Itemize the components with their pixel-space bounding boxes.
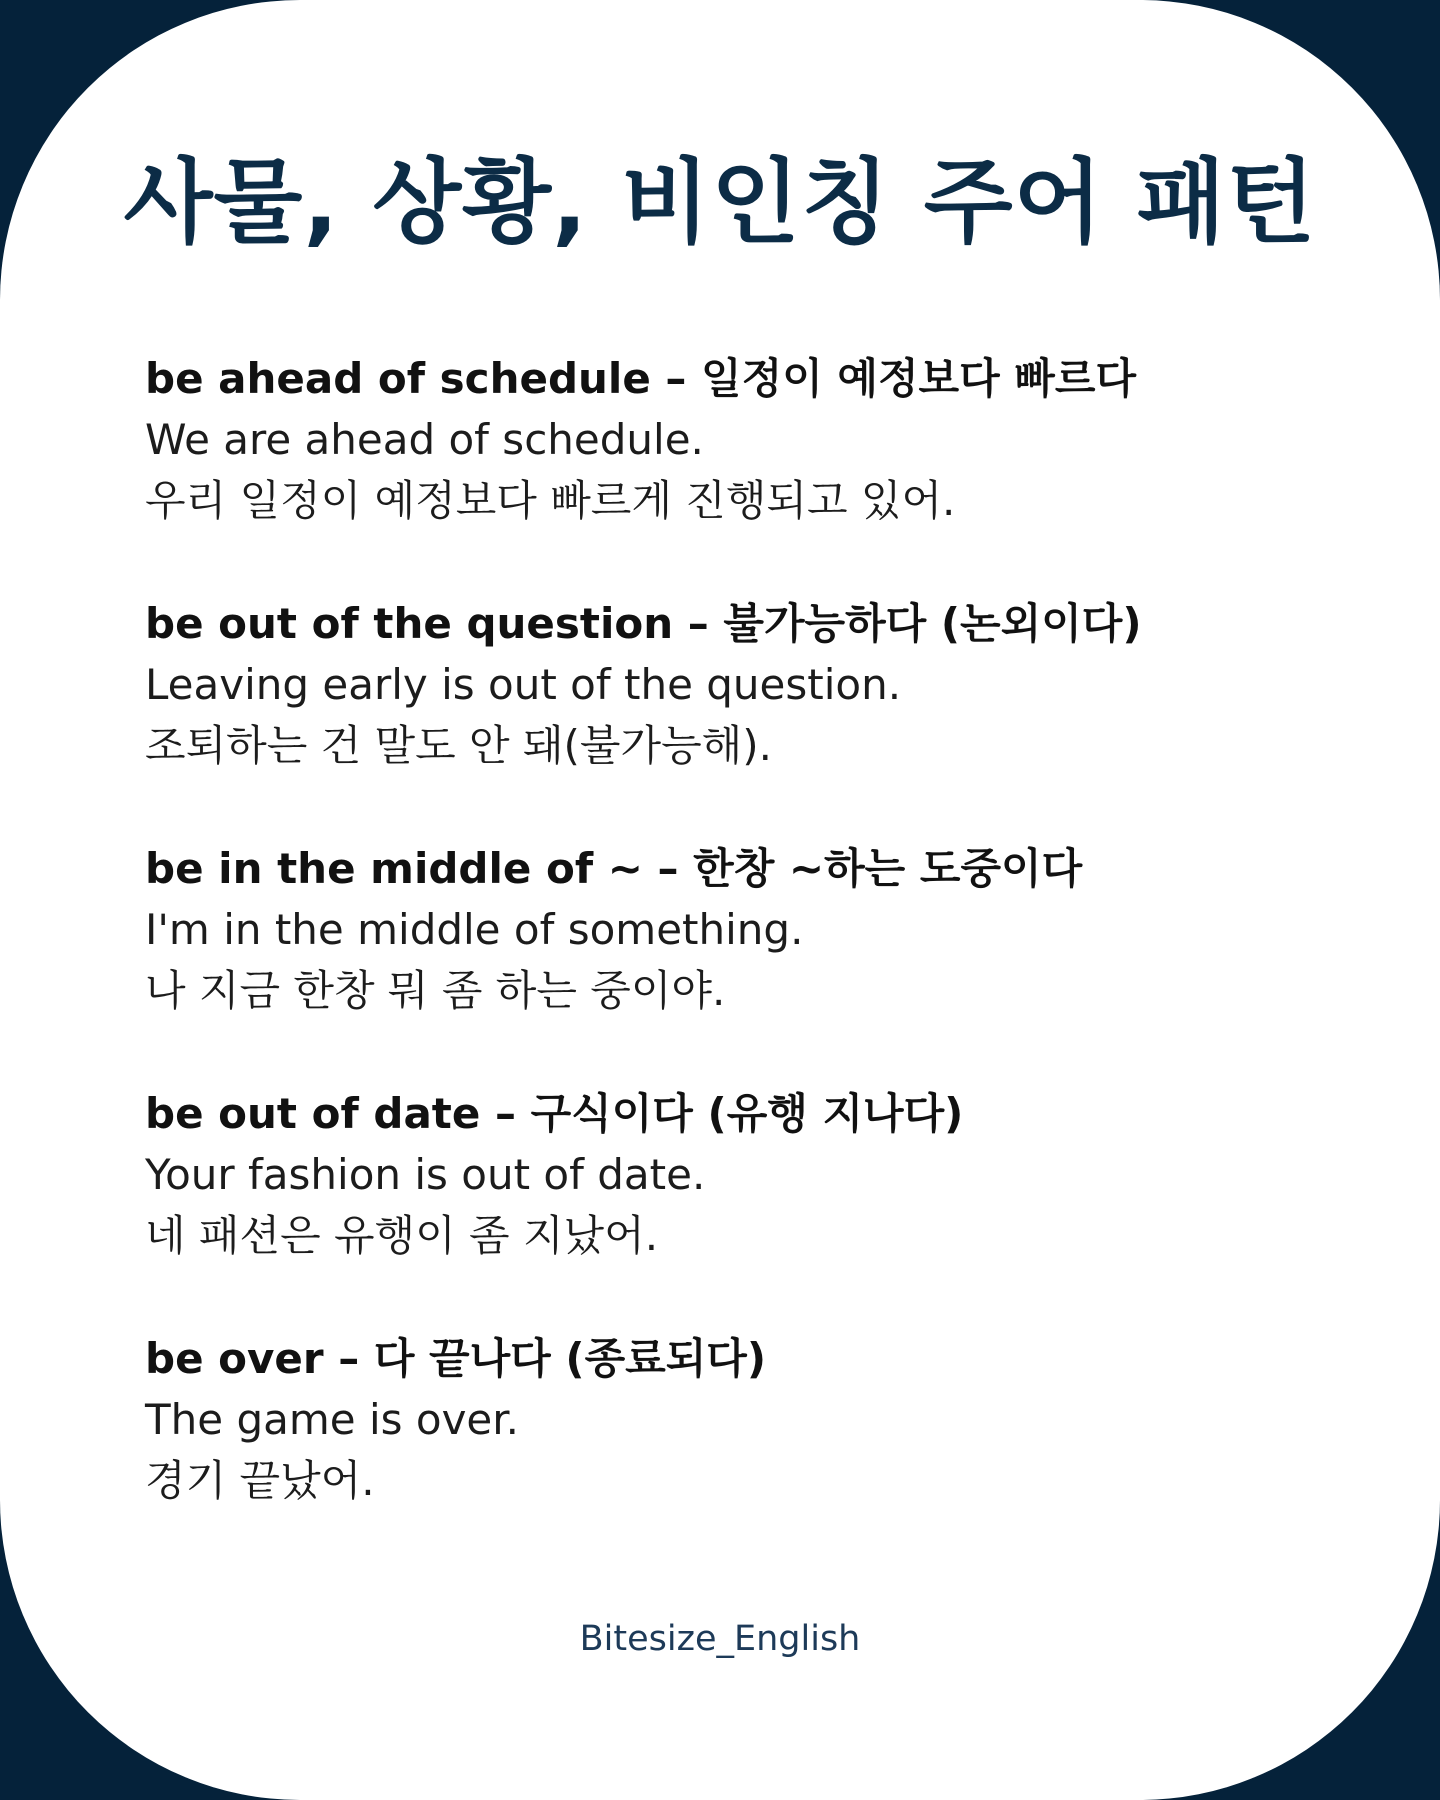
korean-translation: 나 지금 한창 뭐 좀 하는 중이야. (145, 966, 726, 1015)
expression-entry (145, 1083, 1325, 1328)
expression-entry (145, 593, 1325, 838)
english-example: Your fashion is out of date. (145, 1150, 706, 1199)
english-example: We are ahead of schedule. (145, 415, 704, 464)
english-example: The game is over. (145, 1395, 520, 1444)
expression-heading: be ahead of schedule – 일정이 예정보다 빠르다 (145, 354, 1137, 403)
korean-translation: 조퇴하는 건 말도 안 돼(불가능해). (145, 721, 772, 770)
expression-entry (145, 838, 1325, 1083)
expression-entry (145, 1328, 1325, 1573)
expression-entry (145, 348, 1325, 593)
expression-heading: be in the middle of ~ – 한창 ~하는 도중이다 (145, 844, 1083, 893)
page-title: 사물, 상황, 비인칭 주어 패턴 (123, 149, 1317, 256)
korean-translation: 네 패션은 유행이 좀 지났어. (145, 1211, 659, 1260)
brand-footer: Bitesize_English (579, 1619, 861, 1659)
expression-heading: be out of the question – 불가능하다 (논외이다) (145, 599, 1142, 648)
english-example: Leaving early is out of the question. (145, 660, 902, 709)
expression-heading: be out of date – 구식이다 (유행 지나다) (145, 1089, 964, 1138)
korean-translation: 경기 끝났어. (145, 1456, 375, 1505)
english-example: I'm in the middle of something. (145, 905, 804, 954)
korean-translation: 우리 일정이 예정보다 빠르게 진행되고 있어. (145, 476, 956, 525)
expression-list (145, 348, 1325, 1573)
expression-heading: be over – 다 끝나다 (종료되다) (145, 1334, 767, 1383)
